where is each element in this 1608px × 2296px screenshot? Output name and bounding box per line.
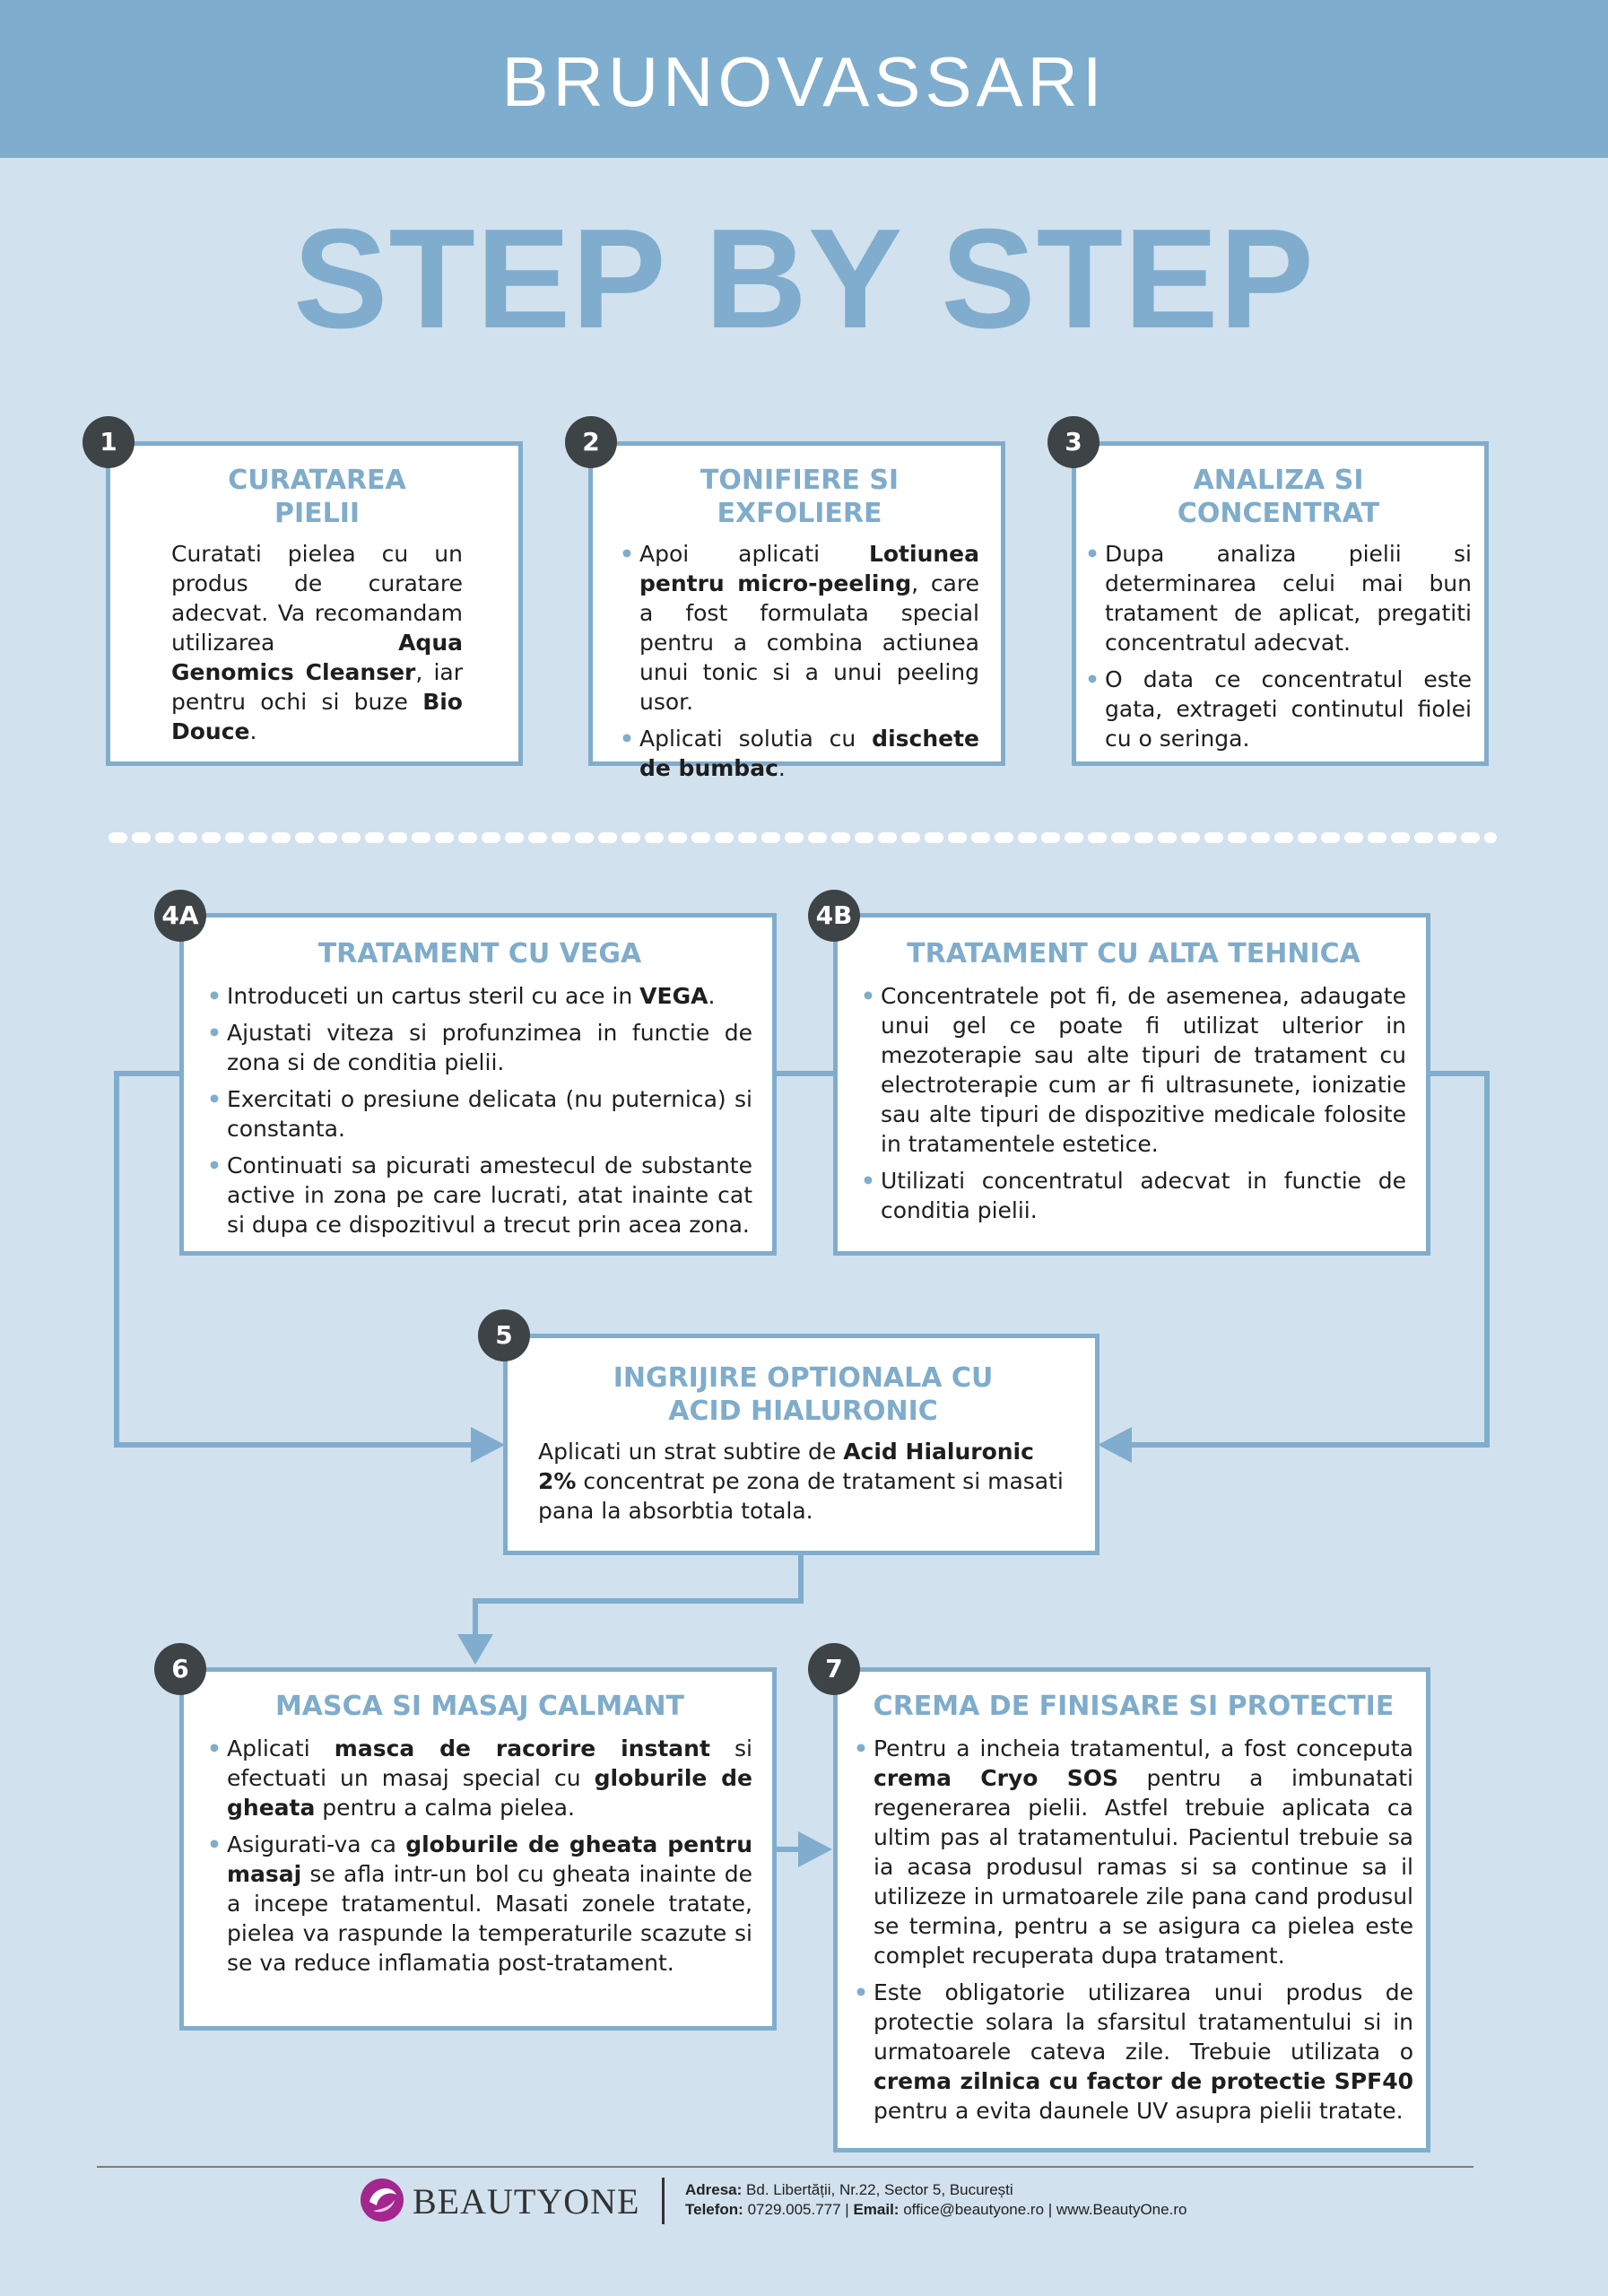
- footer-contact: Telefon: 0729.005.777 | Email: office@beautyone.ro | www.BeautyOne.ro: [685, 2201, 1187, 2218]
- step-5-badge: 5: [478, 1309, 530, 1361]
- step-4b-title: TRATAMENT CU ALTA TEHNICA: [907, 938, 1360, 970]
- step-5-text: Aplicati un strat subtire de Acid Hialuronic 2% concentrat pe zona de tratament si masati pana la absorbtia totala.: [538, 1439, 1064, 1524]
- step-4b-card: [833, 913, 1430, 1256]
- arrow-down-icon: [457, 1634, 493, 1665]
- arrow-left-icon: [1098, 1427, 1132, 1463]
- step-3-bullet: • O data ce concentratul este gata, extrageti continutul fiolei cu o seringa.: [1085, 665, 1472, 753]
- step-6-card: [179, 1667, 777, 2031]
- step-2-title: TONIFIERE SI EXFOLIERE: [700, 465, 900, 529]
- step-1-title: CURATAREA PIELII: [228, 465, 406, 529]
- step-4a-card: [179, 913, 777, 1256]
- brand-logo: BRUNOVASSARI: [501, 42, 1107, 121]
- step-3-bullet: • Dupa analiza pielii si determinarea celui mai bun tratament de aplicat, pregatiti concentratul adecvat.: [1085, 539, 1472, 657]
- beautyone-logo-icon: [357, 2175, 407, 2225]
- step-7-bullet: • Este obligatorie utilizarea unui produs de protectie solara la sfarsitul tratamentului si in urmatoarele cateva zile. Trebuie utilizata o crema zilnica cu factor de protectie SPF40 pentru a evita daunele UV asupra pielii tratate.: [854, 1978, 1413, 2126]
- connector-5-to-6: [475, 1554, 801, 1639]
- arrow-right-icon: [798, 1831, 832, 1867]
- step-4a-badge: 4A: [154, 890, 206, 942]
- step-7-title: CREMA DE FINISARE SI PROTECTIE: [873, 1691, 1395, 1722]
- step-7-bullet: • Pentru a incheia tratamentul, a fost conceputa crema Cryo SOS pentru a imbunatati regenerarea pielii. Astfel trebuie aplicata ca ultim pas al tratamentului. Pacientul trebuie sa ia acasa produsul ramas si sa continue sa il utilizeze in urmatoarele zile pana cand produsul se termina, pentru a se asigura ca pielea este complet recuperata dupa tratament.: [854, 1734, 1413, 1970]
- section-divider: [108, 831, 1498, 844]
- page-title: STEP BY STEP: [293, 200, 1315, 358]
- step-6-bullet: • Asigurati-va ca globurile de gheata pentru masaj se afla intr-un bol cu gheata inainte de a incepe tratamentul. Masati zonele tratate, pielea va raspunde la temperaturile scazute si se va reduce inflamatia post-tratament.: [207, 1830, 752, 1978]
- footer-address: Adresa: Bd. Libertății, Nr.22, Sector 5, București: [685, 2181, 1013, 2198]
- step-2-bullet: • Aplicati solutia cu dischete de bumbac.: [620, 724, 979, 783]
- step-2-badge: 2: [565, 416, 617, 468]
- step-4a-bullet: • Continuati sa picurati amestecul de substante active in zona pe care lucrati, atat inainte cat si dupa ce dispozitivul a trecut prin acea zona.: [207, 1151, 752, 1239]
- step-3-card: [1072, 441, 1489, 766]
- footer-logo-text: BEAUTYONE: [413, 2181, 640, 2222]
- step-1-badge: 1: [83, 416, 135, 468]
- step-4a-bullet: • Ajustati viteza si profunzimea in functie de zona si de conditia pielii.: [207, 1018, 752, 1077]
- step-7-badge: 7: [808, 1643, 860, 1695]
- step-4a-bullet: • Exercitati o presiune delicata (nu puternica) si constanta.: [207, 1084, 752, 1144]
- step-4a-bullet: • Introduceti un cartus steril cu ace in VEGA.: [207, 981, 752, 1011]
- step-7-card: [833, 1667, 1430, 2152]
- arrow-right-icon: [471, 1427, 505, 1463]
- step-2-bullet: • Apoi aplicati Lotiunea pentru micro-peeling, care a fost formulata special pentru a combina actiunea unui tonic si a unui peeling usor.: [620, 539, 979, 717]
- step-4a-title: TRATAMENT CU VEGA: [317, 938, 642, 970]
- step-4b-bullet: • Concentratele pot fi, de asemenea, adaugate unui gel ce poate fi utilizat ulterior in mezoterapie sau alte tipuri de tratament cu electroterapie cum ar fi ultrasunete, ionizatie sau alte tipuri de dispozitive medicale folosite in tratamentele estetice.: [861, 981, 1406, 1159]
- step-1-card: [106, 441, 523, 766]
- footer-separator: [662, 2178, 665, 2224]
- step-1-text: Curatati pielea cu un produs de curatare adecvat. Va recomandam utilizarea Aqua Genomics Cleanser, iar pentru ochi si buze Bio Douce.: [171, 541, 463, 744]
- footer-website-link[interactable]: www.BeautyOne.ro: [1056, 2201, 1187, 2218]
- step-4b-bullet: • Utilizati concentratul adecvat in functie de conditia pielii.: [861, 1166, 1406, 1225]
- step-2-card: [588, 441, 1005, 781]
- step-5-title: INGRIJIRE OPTIONALA CU ACID HIALURONIC: [613, 1362, 994, 1427]
- step-6-title: MASCA SI MASAJ CALMANT: [274, 1691, 685, 1722]
- step-5-card: [503, 1334, 1100, 1555]
- step-3-title: ANALIZA SI CONCENTRAT: [1177, 465, 1380, 529]
- footer-divider: [97, 2166, 1473, 2168]
- step-6-bullet: • Aplicati masca de racorire instant si efectuati un masaj special cu globurile de gheata pentru a calma pielea.: [207, 1734, 752, 1822]
- step-3-badge: 3: [1047, 416, 1100, 468]
- step-4b-badge: 4B: [808, 890, 860, 942]
- step-6-badge: 6: [154, 1643, 206, 1695]
